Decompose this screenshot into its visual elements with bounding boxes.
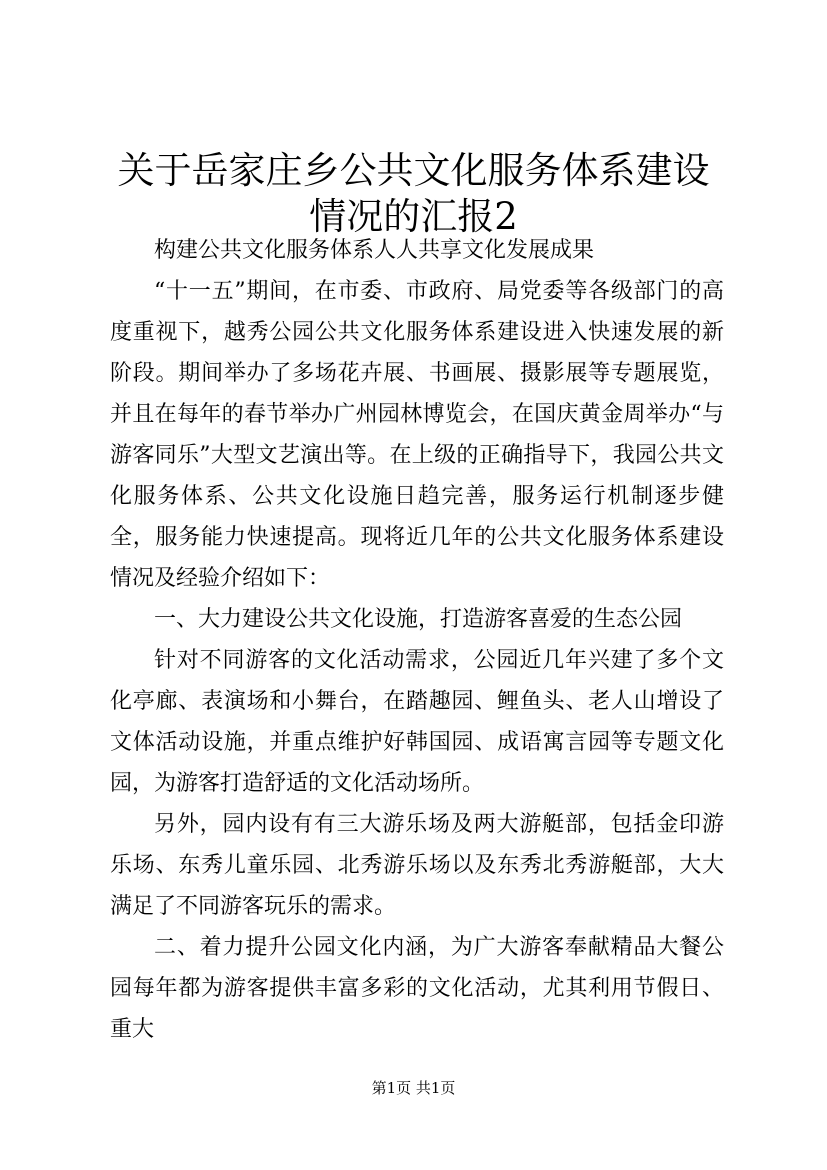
page-footer: 第1页 共1页 xyxy=(371,1079,456,1097)
section-heading-1: 一、大力建设公共文化设施，打造游客喜爱的生态公园 xyxy=(154,607,683,632)
document-body xyxy=(110,230,724,1050)
section-heading-2: 二、着力提升公园文化内涵，为广大游客奉献精品大餐公园每年都为游客提供丰富多彩的文化活动，尤其利用节假日、重大 xyxy=(110,935,724,1042)
paragraph-intro: “十一五”期间，在市委、市政府、局党委等各级部门的高度重视下，越秀公园公共文化服务体系建设进入快速发展的新阶段。期间举办了多场花卉展、书画展、摄影展等专题展览，并且在每年的春节举办广州园林博览会，在国庆黄金周举办“与游客同乐”大型文艺演出等。在上级的正确指导下，我园公共文化服务体系、公共文化设施日趋完善，服务运行机制逐步健全，服务能力快速提高。现将近几年的公共文化服务体系建设情况及经验介绍如下： xyxy=(110,279,724,591)
document-title: 关于岳家庄乡公共文化服务体系建设情况的汇报2 xyxy=(117,149,710,238)
paragraph-subtitle: 构建公共文化服务体系人人共享文化发展成果 xyxy=(154,238,595,263)
paragraph-amusement: 另外，园内设有有三大游乐场及两大游艇部，包括金印游乐场、东秀儿童乐园、北秀游乐场以及东秀北秀游艇部，大大满足了不同游客玩乐的需求。 xyxy=(110,812,724,919)
paragraph-facilities: 针对不同游客的文化活动需求，公园近几年兴建了多个文化亭廊、表演场和小舞台，在踏趣园、鲤鱼头、老人山增设了文体活动设施，并重点维护好韩国园、成语寓言园等专题文化园，为游客打造舒适的文化活动场所。 xyxy=(110,648,724,796)
